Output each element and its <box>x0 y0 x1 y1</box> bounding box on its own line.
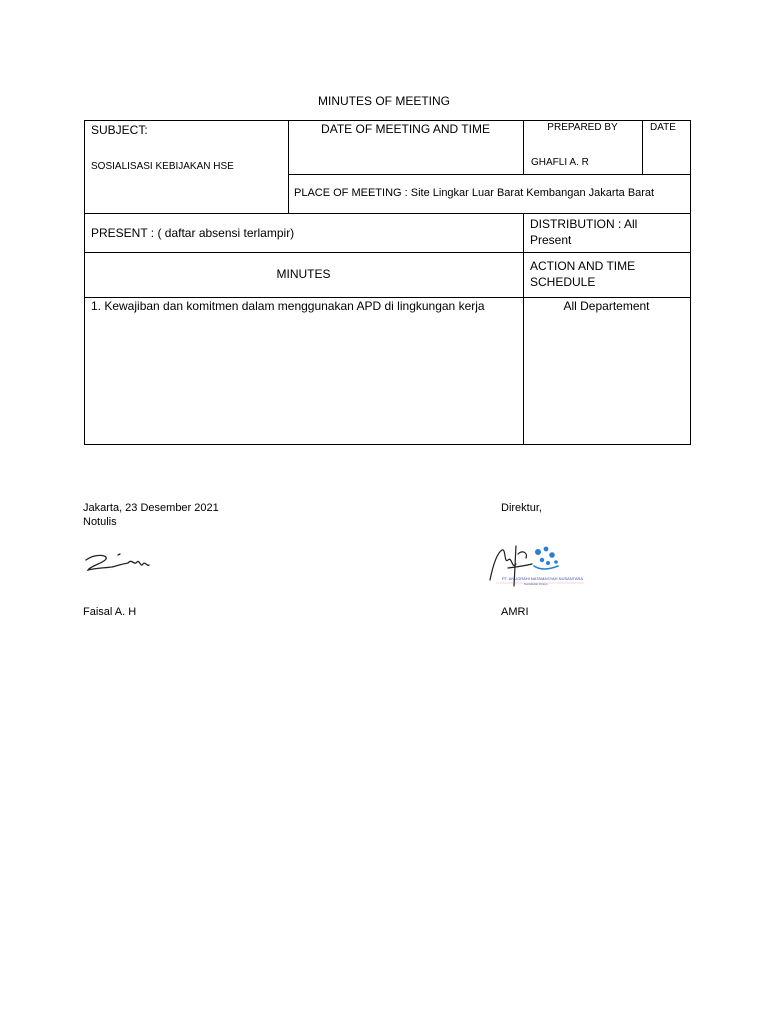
right-role: Direktur, <box>501 502 542 514</box>
date-label: DATE <box>650 122 676 133</box>
left-role: Notulis <box>83 516 117 528</box>
subject-label: SUBJECT: <box>91 123 148 137</box>
director-stamp-signature <box>486 540 586 588</box>
place-date: Jakarta, 23 Desember 2021 <box>83 502 219 514</box>
subject-value: SOSIALISASI KEBIJAKAN HSE <box>91 161 234 172</box>
table-border-left <box>84 120 85 445</box>
table-border-right <box>690 120 691 445</box>
table-line-items <box>84 297 691 298</box>
right-name: AMRI <box>501 606 529 618</box>
table-divider-prepared <box>642 120 643 175</box>
table-line-minutes-header <box>84 252 691 253</box>
place-of-meeting: PLACE OF MEETING : Site Lingkar Luar Barat Kembangan Jakarta Barat <box>294 187 655 199</box>
minutes-item: 1. Kewajiban dan komitmen dalam menggunakan APD di lingkungan kerja <box>91 299 485 313</box>
left-name: Faisal A. H <box>83 606 137 618</box>
distribution-text: DISTRIBUTION : All Present <box>530 217 638 247</box>
table-border-top <box>84 120 691 121</box>
action-item: All Departement <box>563 299 650 313</box>
minutes-header: MINUTES <box>276 267 331 281</box>
table-border-bottom <box>84 444 691 445</box>
stamp-text: PT. ANUGRAHI NATAMASYAH NUSANTARA <box>502 576 584 581</box>
present-text: PRESENT : ( daftar absensi terlampir) <box>91 226 295 240</box>
notulis-signature <box>82 546 152 580</box>
table-line-place <box>288 174 691 175</box>
prepared-by-label: PREPARED BY <box>547 122 618 133</box>
action-header: ACTION AND TIME SCHEDULE <box>530 259 636 289</box>
stamp-subtext: Konstruksi Umum <box>524 582 548 586</box>
table-divider-action <box>523 213 524 445</box>
prepared-by-value: GHAFLI A. R <box>531 157 589 168</box>
date-time-label: DATE OF MEETING AND TIME <box>321 122 490 136</box>
table-line-present <box>84 213 691 214</box>
document-title: MINUTES OF MEETING <box>318 94 450 108</box>
